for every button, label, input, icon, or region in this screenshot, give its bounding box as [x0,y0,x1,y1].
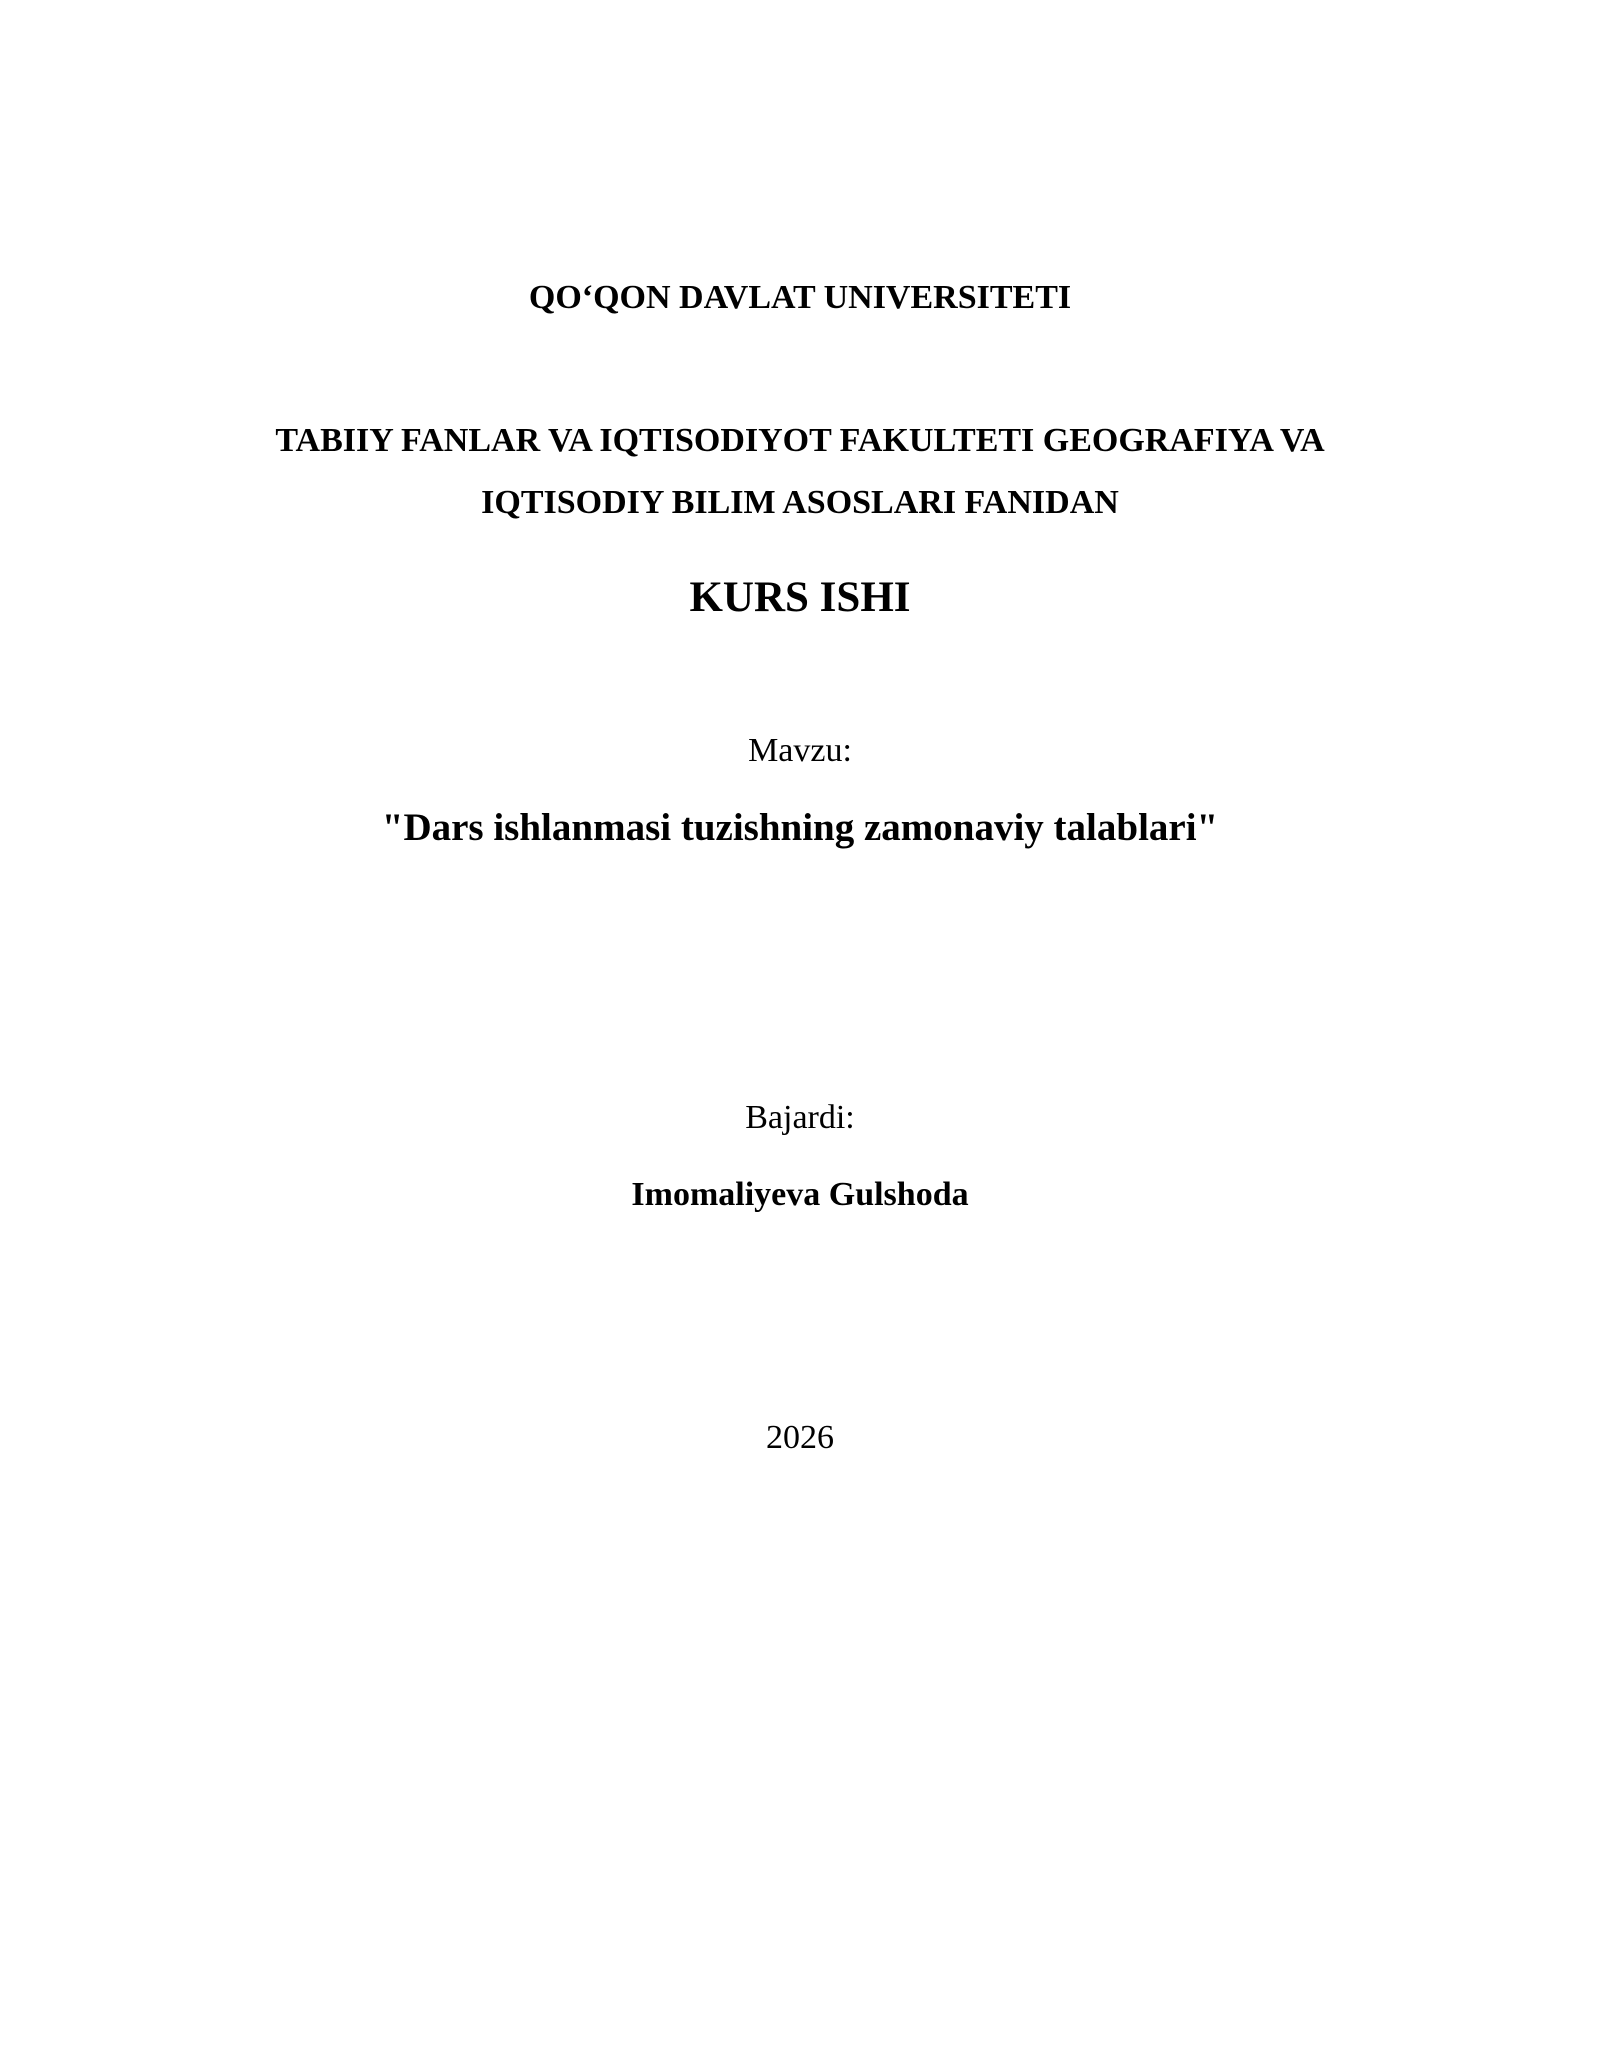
author-label: Bajardi: [745,1099,855,1136]
topic-title: "Dars ishlanmasi tuzishning zamonaviy talablari" [381,806,1219,849]
university-name: QO‘QON DAVLAT UNIVERSITETI [528,279,1072,316]
author-name: Imomaliyeva Gulshoda [631,1176,969,1213]
faculty-heading [0,410,1600,534]
year: 2026 [766,1419,834,1456]
faculty-heading-line-2: IQTISODIY BILIM ASOSLARI FANIDAN [481,484,1119,521]
faculty-heading-line-1: TABIIY FANLAR VA IQTISODIYOT FAKULTETI GEOGRAFIYA VA [275,422,1325,459]
topic-label: Mavzu: [748,732,852,769]
document-type-title: KURS ISHI [689,574,911,621]
